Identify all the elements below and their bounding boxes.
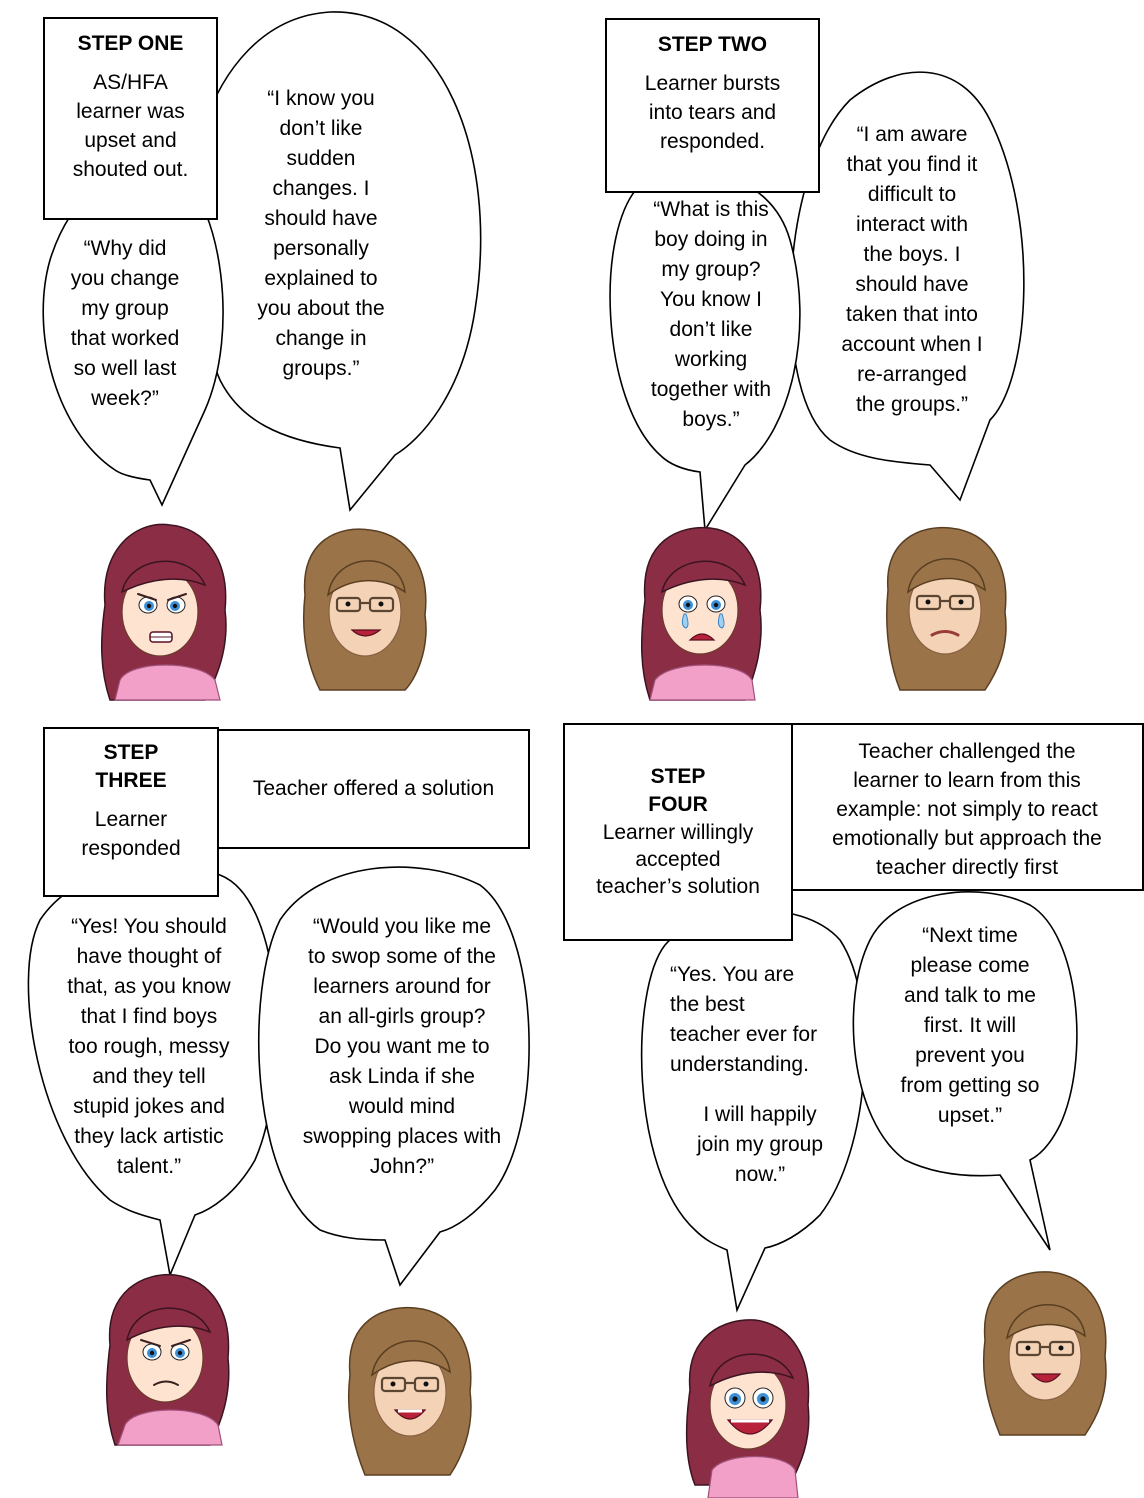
step-two-heading: STEP TWO xyxy=(657,33,768,56)
step-three-teacher-caption: Teacher offered a solution xyxy=(252,777,495,800)
teacher-smiling-figure-3 xyxy=(984,1272,1106,1435)
step-one-learner-speech: “Why did you change my group that worked so well last week?” xyxy=(70,237,180,410)
step-two-teacher-speech: “I am aware that you find it difficult to interact with the boys. I should have taken that into account when I re-arranged the groups.” xyxy=(841,123,983,416)
step-one-teacher-speech: “I know you don’t like sudden changes. I should have personally explained to you about the change in groups.” xyxy=(257,87,385,380)
step-two-caption: Learner bursts into tears and responded. xyxy=(644,72,781,153)
step-four-caption: Learner willingly accepted teacher’s solution xyxy=(596,821,760,898)
step-three-heading: STEP THREE xyxy=(95,741,167,792)
step-four-teacher-speech: “Next time please come and talk to me first. It will prevent you from getting so upset.” xyxy=(900,924,1040,1127)
step-four-learner-speech-1: “Yes. You are the best teacher ever for understanding. xyxy=(670,963,818,1076)
learner-happy-figure xyxy=(687,1320,809,1498)
teacher-sad-figure xyxy=(887,528,1006,690)
learner-grumpy-figure xyxy=(107,1275,229,1445)
step-three-teacher-caption-box xyxy=(217,729,530,849)
step-three-learner-speech: “Yes! You should have thought of that, as you know that I find boys too rough, messy and they tell stupid jokes and they lack artistic talent.” xyxy=(67,915,231,1178)
step-one-caption: AS/HFA learner was upset and shouted out. xyxy=(72,71,189,181)
learner-crying-figure xyxy=(642,528,761,700)
step-one-label-box xyxy=(43,17,218,220)
step-three-caption: Learner responded xyxy=(81,808,181,860)
step-four-heading: STEP FOUR xyxy=(648,765,708,816)
step-two-label-box xyxy=(605,18,820,193)
teacher-smiling-figure-2 xyxy=(349,1308,471,1475)
step-two-learner-speech: “What is this boy doing in my group? You know I don’t like working together with boys.” xyxy=(650,198,772,431)
step-three-teacher-speech: “Would you like me to swop some of the learners around for an all-girls group? Do you want me to ask Linda if she would mind swopping places with John?” xyxy=(302,915,502,1178)
step-one-heading: STEP ONE xyxy=(77,32,184,55)
teacher-smiling-figure-1 xyxy=(304,529,426,690)
step-three-label-box xyxy=(43,727,219,897)
learner-angry-figure xyxy=(102,524,226,700)
step-four-learner-speech-2: I will happily join my group now.” xyxy=(696,1103,824,1186)
step-four-label-box xyxy=(563,723,793,941)
step-four-teacher-caption: Teacher challenged the learner to learn from this example: not simply to react emotionally but approach the teacher directly first xyxy=(832,740,1102,879)
step-four-teacher-caption-box xyxy=(790,723,1144,891)
